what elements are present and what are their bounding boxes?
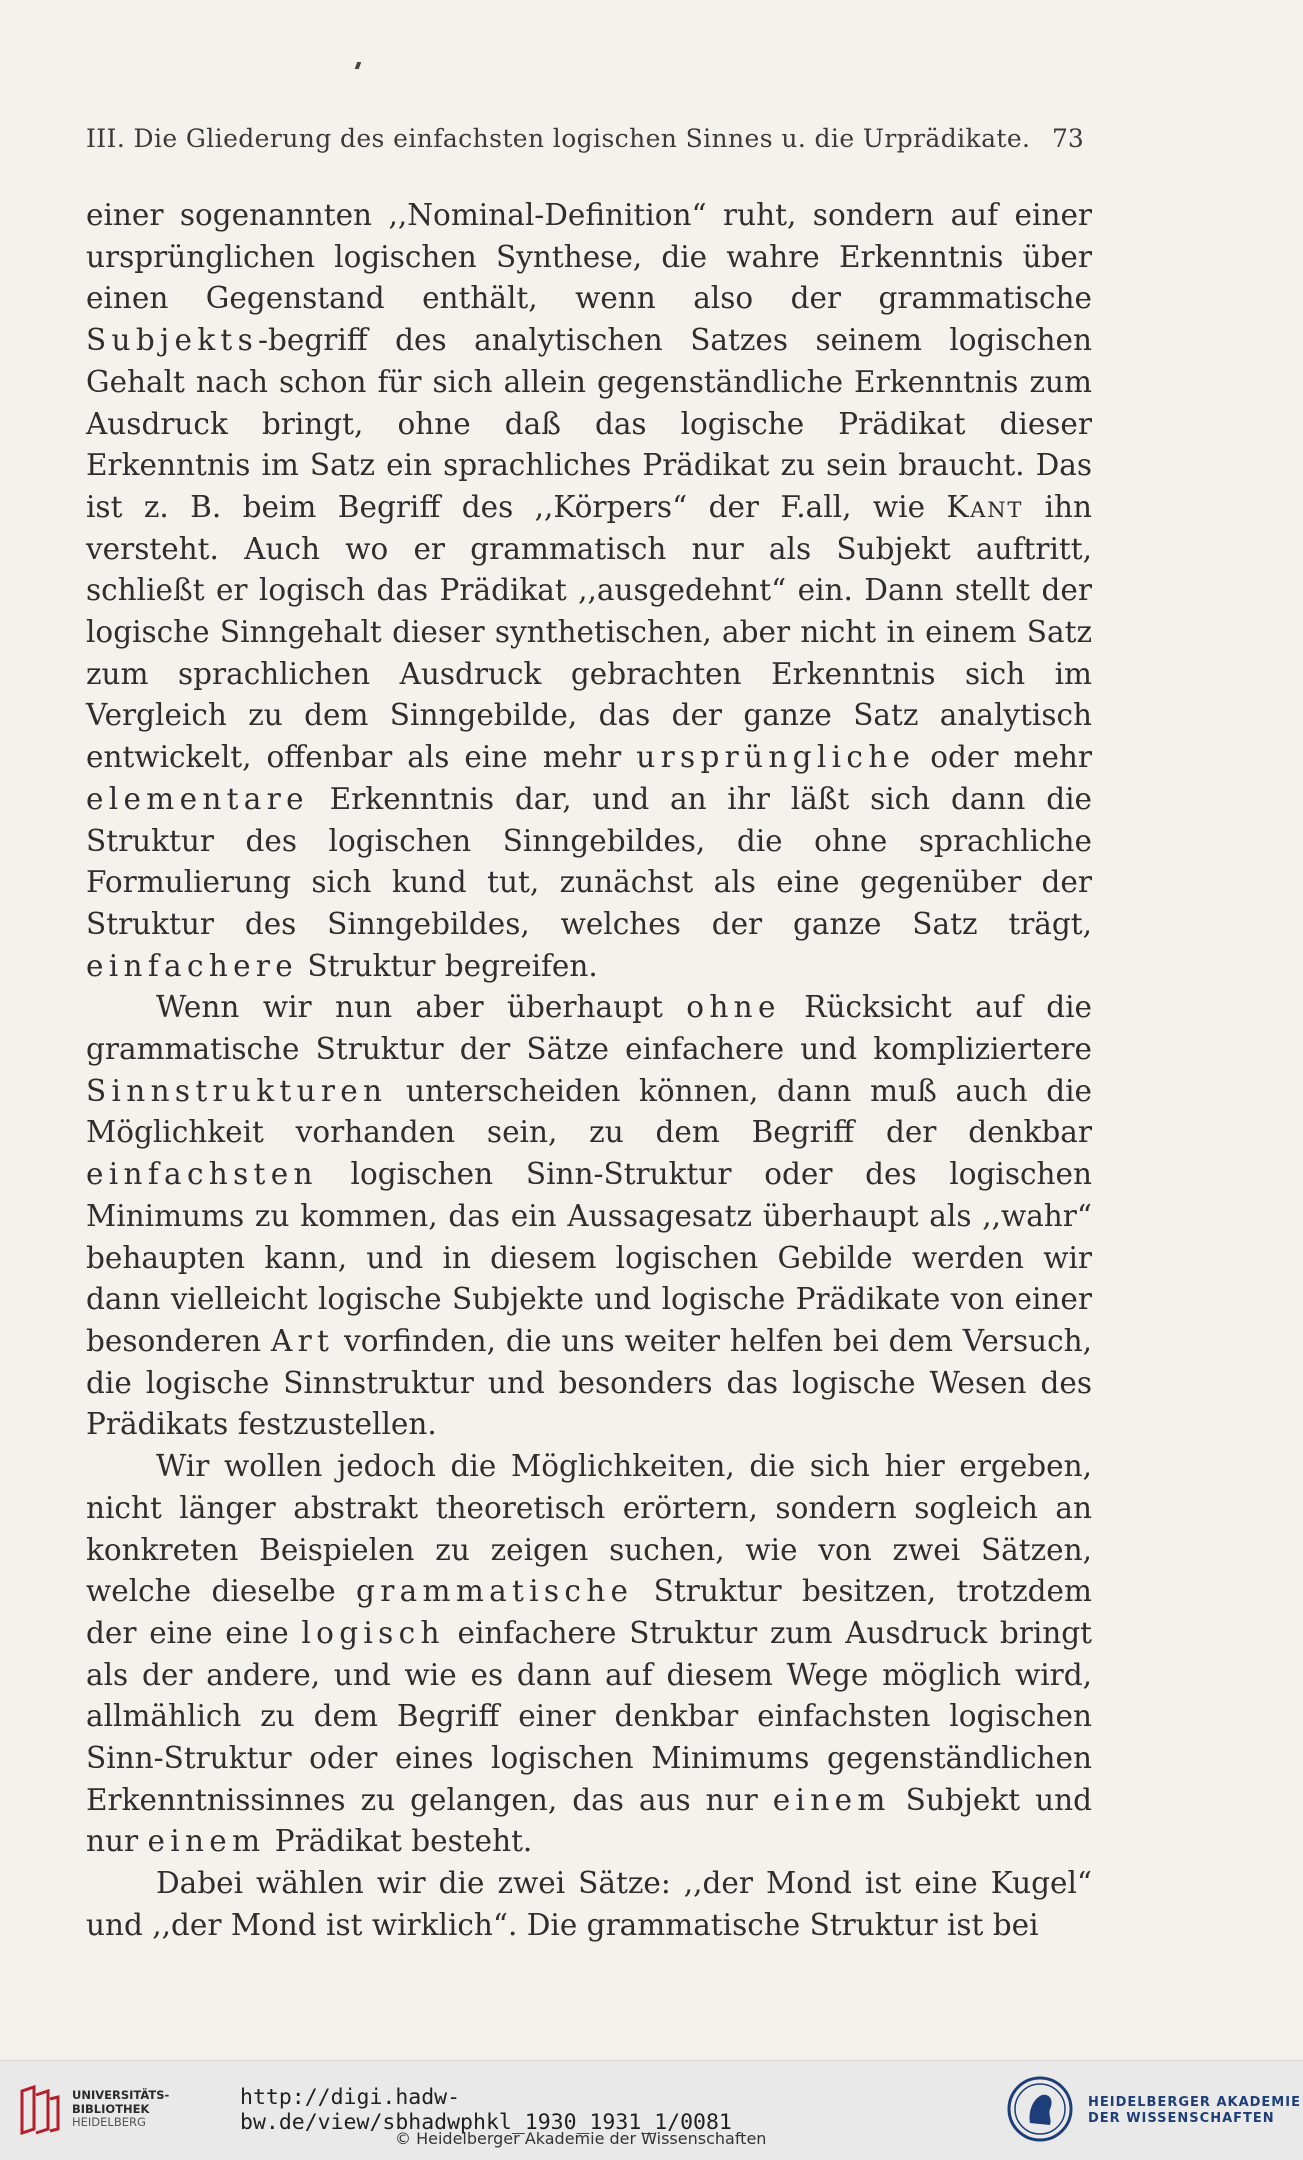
academy-line-2: DER WISSENSCHAFTEN [1088, 2111, 1275, 2126]
library-line-1: UNIVERSITÄTS- [72, 2088, 170, 2102]
text-run: unterscheiden können, dann muß auch die Möglichkeit vorhanden sein, zu dem Begriff der denkbar [86, 1073, 1092, 1150]
document-url-link[interactable]: http://digi.hadw-bw.de/view/sbhadwphkl_1930_1931_1/0081 [240, 2085, 732, 2135]
text-run: Erkenntnis dar, und an ihr läßt sich dann die Struktur des logischen Sinngebildes, die ohne sprachliche Formulierung sich kund tut, zunächst als eine gegenüber der Struktur des Sinngebildes, welches der ganze Satz trägt, [86, 781, 1092, 941]
spaced-emphasis: ohne [686, 990, 781, 1025]
text-run: logischen Sinn-Struktur oder des logischen Minimums zu kommen, das ein Aussagesatz überhaupt als ,,wahr“ behaupten kann, und in diesem logischen Gebilde werden wir dann vielleicht logische Subjekte und logische Prädikate von einer besonderen [86, 1157, 1092, 1358]
running-head: III. Die Gliederung des einfachsten logischen Sinnes u. die Urprädikate. [86, 124, 1031, 153]
university-library-name [72, 2089, 169, 2130]
small-caps-name: Kant [946, 489, 1024, 524]
ink-mark [355, 62, 362, 69]
body-text [86, 195, 1092, 1947]
spaced-emphasis: Subjekts [86, 323, 259, 358]
spaced-emphasis: Sinnstrukturen [86, 1073, 388, 1108]
academy-seal-logo [1006, 2075, 1074, 2143]
academy-line-1: HEIDELBERGER AKADEMIE [1088, 2095, 1301, 2110]
paragraph [86, 987, 1092, 1446]
text-run: Struktur begreifen. [298, 948, 598, 983]
spaced-emphasis: grammatische [356, 1574, 634, 1609]
spaced-emphasis: einfachsten [86, 1157, 318, 1192]
spaced-emphasis: ursprüngliche [636, 740, 916, 775]
spaced-emphasis: logisch [301, 1615, 445, 1650]
spaced-emphasis: einem [147, 1824, 266, 1859]
university-library-logo [14, 2083, 62, 2135]
paragraph [86, 1446, 1092, 1863]
text-run: Subjekt und nur [86, 1782, 1092, 1859]
text-run: Wir wollen jedoch die Möglichkeiten, die sich hier ergeben, nicht länger abstrakt theoretisch erörtern, sondern sogleich an konkreten Beispielen zu zeigen suchen, wie von zwei Sätzen, welche dieselbe [86, 1449, 1092, 1609]
paragraph [86, 1863, 1092, 1946]
text-run: vorfinden, die uns weiter helfen bei dem Versuch, die logische Sinnstruktur und besonders das logische Wesen des Prädikats festzustellen. [86, 1323, 1092, 1442]
text-run: -begriff des analytischen Satzes seinem logischen Gehalt nach schon für sich allein gegenständliche Erkenntnis zum Ausdruck bringt, ohne daß das logische Prädikat dieser Erkenntnis im Satz ein sprachliches Prädikat zu sein braucht. Das ist z. B. beim Begriff des ,,Körpers“ der F.all, wie [86, 323, 1092, 524]
text-run: oder mehr [915, 740, 1092, 775]
text-run: ihn versteht. Auch wo er grammatisch nur als Subjekt auftritt, schließt er logisch das Prädikat ,,ausgedehnt“ ein. Dann stellt der logische Sinngehalt dieser synthetischen, aber nicht in einem Satz zum sprachlichen Ausdruck gebrachten Erkenntnis sich im Vergleich zu dem Sinngebilde, das der ganze Satz analytisch entwickelt, offenbar als eine mehr [86, 489, 1093, 775]
academy-name [1088, 2095, 1301, 2127]
text-run: Prädikat besteht. [265, 1824, 533, 1859]
spaced-emphasis: einem [772, 1782, 891, 1817]
spaced-emphasis: Art [271, 1323, 335, 1358]
page-number: 73 [1052, 124, 1084, 153]
paragraph [86, 195, 1092, 987]
library-line-2: BIBLIOTHEK [72, 2101, 150, 2116]
text-run: Struktur besitzen, trotzdem der eine eine [86, 1574, 1092, 1650]
text-run: Rücksicht auf die grammatische Struktur der Sätze einfachere und kompliziertere [86, 990, 1093, 1067]
spaced-emphasis: einfachere [86, 948, 299, 983]
text-run: Wenn wir nun aber überhaupt [156, 990, 687, 1025]
footer-bar [0, 2060, 1303, 2160]
copyright-notice: © Heidelberger Akademie der Wissenschaften [395, 2129, 767, 2148]
text-run: einfachere Struktur zum Ausdruck bringt als der andere, und wie es dann auf diesem Wege möglich wird, allmählich zu dem Begriff einer denkbar einfachsten logischen Sinn-Struktur oder eines logischen Minimums gegenständlichen Erkenntnissinnes zu gelangen, das aus nur [86, 1615, 1092, 1817]
text-run: Dabei wählen wir die zwei Sätze: ,,der Mond ist eine Kugel“ und ,,der Mond ist wirklich“. Die grammatische Struktur ist bei [86, 1866, 1092, 1942]
text-run: einer sogenannten ,,Nominal-Definition“ ruht, sondern auf einer ursprünglichen logischen Synthese, die wahre Erkenntnis über einen Gegenstand enthält, wenn also der grammatische [86, 198, 1092, 316]
library-line-3: HEIDELBERG [72, 2115, 146, 2129]
spaced-emphasis: elementare [86, 781, 309, 816]
